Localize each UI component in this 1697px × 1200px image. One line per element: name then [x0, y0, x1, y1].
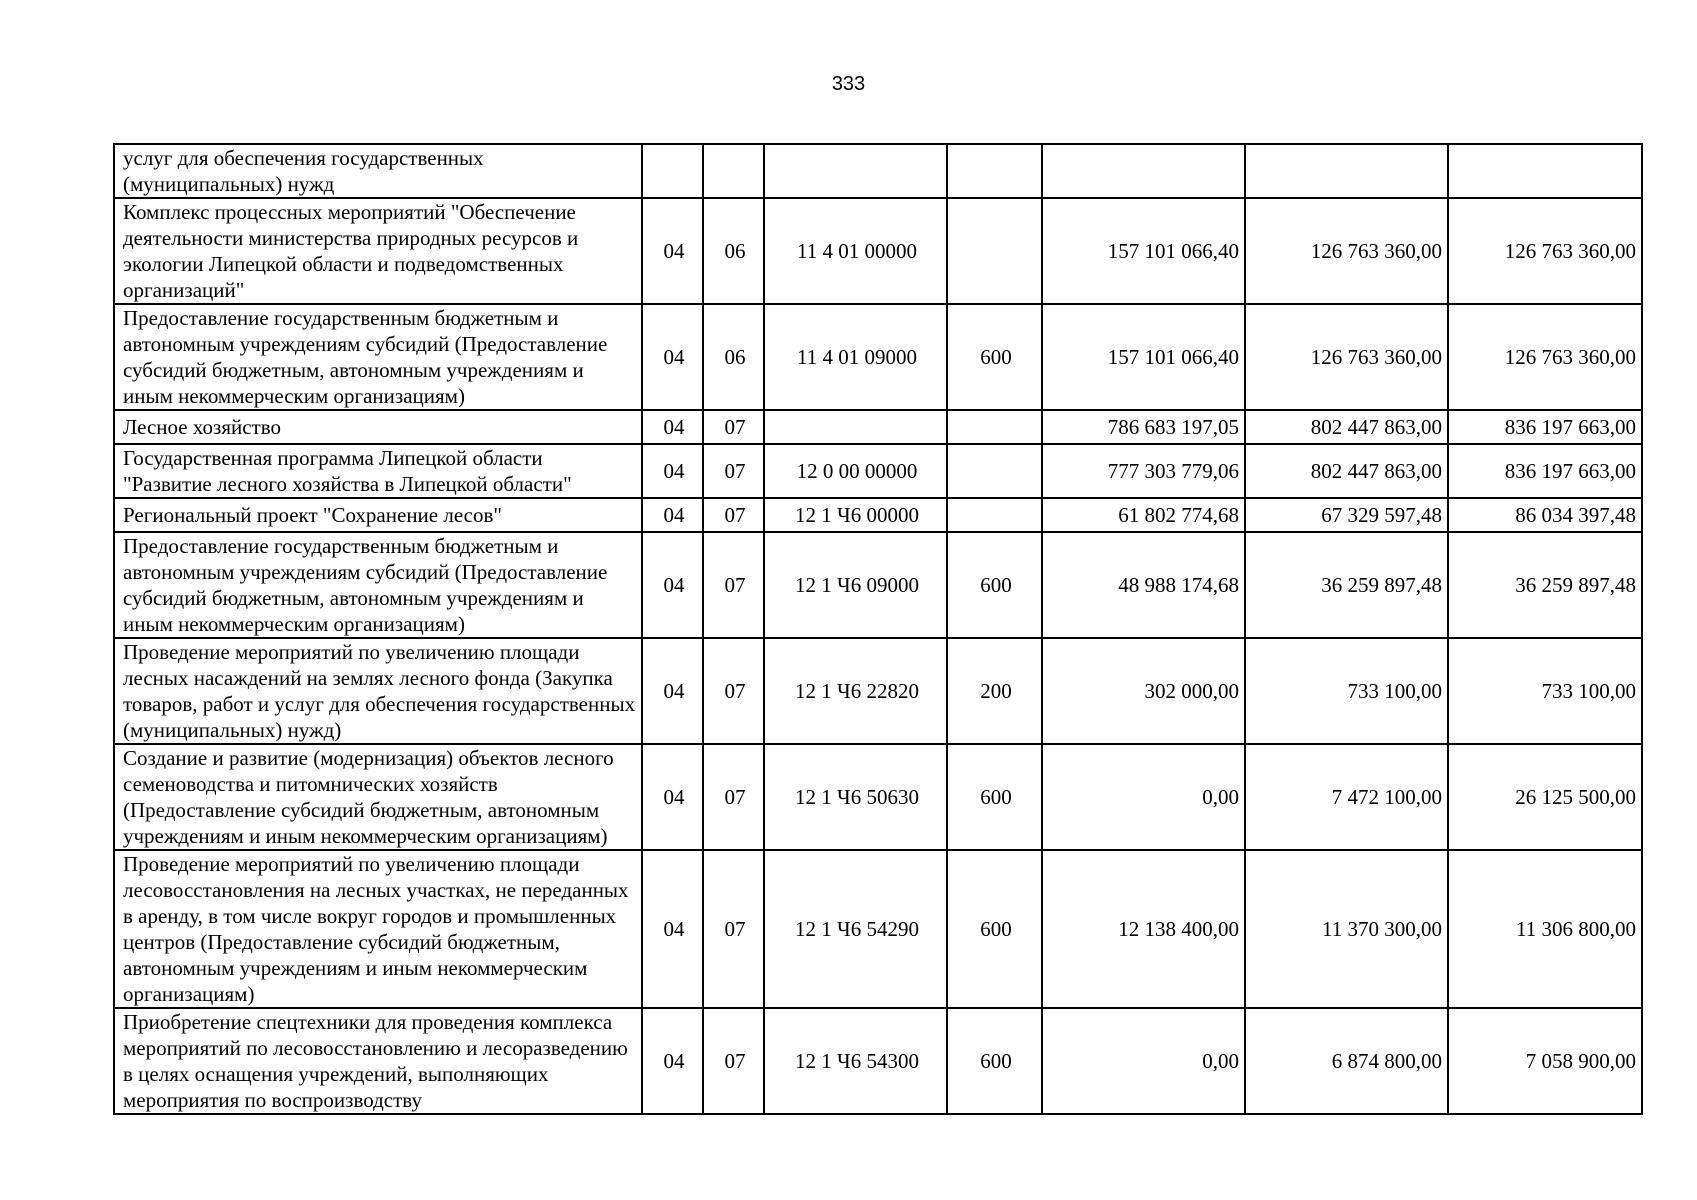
row-sum-year1-cell: 786 683 197,05 — [1042, 410, 1245, 444]
row-subsection-cell: 07 — [703, 444, 764, 498]
row-expense-type-cell: 600 — [947, 744, 1042, 850]
row-name-cell: Государственная программа Липецкой области "Развитие лесного хозяйства в Липецкой области" — [114, 444, 642, 498]
row-sum-year3-cell: 36 259 897,48 — [1448, 532, 1642, 638]
row-target-article-cell: 12 1 Ч6 54300 — [764, 1008, 947, 1114]
row-name-cell: Предоставление государственным бюджетным и автономным учреждениям субсидий (Предоставление субсидий бюджетным, автономным учреждениям и иным некоммерческим организациям) — [114, 304, 642, 410]
row-section-cell: 04 — [642, 744, 703, 850]
row-name-cell: Предоставление государственным бюджетным и автономным учреждениям субсидий (Предоставление субсидий бюджетным, автономным учреждениям и иным некоммерческим организациям) — [114, 532, 642, 638]
row-sum-year2-cell: 7 472 100,00 — [1245, 744, 1448, 850]
row-sum-year3-cell: 86 034 397,48 — [1448, 498, 1642, 532]
row-expense-type-cell: 600 — [947, 304, 1042, 410]
row-target-article-cell: 12 0 00 00000 — [764, 444, 947, 498]
row-sum-year1-cell: 157 101 066,40 — [1042, 304, 1245, 410]
row-expense-type-cell — [947, 498, 1042, 532]
row-section-cell: 04 — [642, 410, 703, 444]
row-sum-year2-cell: 126 763 360,00 — [1245, 198, 1448, 304]
row-subsection-cell: 07 — [703, 532, 764, 638]
table-row — [114, 638, 1642, 744]
row-expense-type-cell: 200 — [947, 638, 1042, 744]
row-section-cell: 04 — [642, 444, 703, 498]
row-sum-year2-cell: 11 370 300,00 — [1245, 850, 1448, 1008]
row-subsection-cell: 06 — [703, 198, 764, 304]
row-sum-year3-cell: 836 197 663,00 — [1448, 444, 1642, 498]
row-expense-type-cell — [947, 444, 1042, 498]
row-sum-year1-cell: 0,00 — [1042, 744, 1245, 850]
table-row — [114, 304, 1642, 410]
row-name-cell: Комплекс процессных мероприятий "Обеспечение деятельности министерства природных ресурсов и экологии Липецкой области и подведомственных организаций" — [114, 198, 642, 304]
row-target-article-cell: 12 1 Ч6 00000 — [764, 498, 947, 532]
row-target-article-cell — [764, 144, 947, 198]
row-sum-year1-cell: 48 988 174,68 — [1042, 532, 1245, 638]
row-sum-year2-cell: 36 259 897,48 — [1245, 532, 1448, 638]
row-sum-year2-cell: 6 874 800,00 — [1245, 1008, 1448, 1114]
row-target-article-cell: 12 1 Ч6 09000 — [764, 532, 947, 638]
row-sum-year1-cell: 0,00 — [1042, 1008, 1245, 1114]
row-expense-type-cell: 600 — [947, 850, 1042, 1008]
row-expense-type-cell — [947, 144, 1042, 198]
row-section-cell: 04 — [642, 1008, 703, 1114]
row-sum-year3-cell: 126 763 360,00 — [1448, 304, 1642, 410]
row-subsection-cell: 07 — [703, 744, 764, 850]
row-sum-year2-cell: 67 329 597,48 — [1245, 498, 1448, 532]
row-target-article-cell: 12 1 Ч6 22820 — [764, 638, 947, 744]
row-sum-year2-cell: 802 447 863,00 — [1245, 444, 1448, 498]
row-section-cell: 04 — [642, 198, 703, 304]
row-expense-type-cell — [947, 198, 1042, 304]
row-subsection-cell: 07 — [703, 1008, 764, 1114]
page-number: 333 — [831, 73, 866, 95]
row-name-cell: услуг для обеспечения государственных (муниципальных) нужд — [114, 144, 642, 198]
row-name-cell: Проведение мероприятий по увеличению площади лесовосстановления на лесных участках, не переданных в аренду, в том числе вокруг городов и промышленных центров (Предоставление субсидий бюджетным, автономным учреждениям и иным некоммерческим организациям) — [114, 850, 642, 1008]
row-target-article-cell: 12 1 Ч6 50630 — [764, 744, 947, 850]
row-subsection-cell: 07 — [703, 410, 764, 444]
row-sum-year3-cell: 836 197 663,00 — [1448, 410, 1642, 444]
row-expense-type-cell: 600 — [947, 532, 1042, 638]
row-sum-year1-cell: 12 138 400,00 — [1042, 850, 1245, 1008]
row-target-article-cell: 11 4 01 09000 — [764, 304, 947, 410]
row-sum-year1-cell: 302 000,00 — [1042, 638, 1245, 744]
row-sum-year2-cell: 126 763 360,00 — [1245, 304, 1448, 410]
table-row — [114, 498, 1642, 532]
row-sum-year1-cell: 61 802 774,68 — [1042, 498, 1245, 532]
row-sum-year3-cell: 7 058 900,00 — [1448, 1008, 1642, 1114]
row-name-cell: Проведение мероприятий по увеличению площади лесных насаждений на землях лесного фонда (Закупка товаров, работ и услуг для обеспечения государственных (муниципальных) нужд) — [114, 638, 642, 744]
row-expense-type-cell: 600 — [947, 1008, 1042, 1114]
row-target-article-cell — [764, 410, 947, 444]
row-sum-year3-cell: 126 763 360,00 — [1448, 198, 1642, 304]
row-sum-year1-cell: 777 303 779,06 — [1042, 444, 1245, 498]
row-name-cell: Создание и развитие (модернизация) объектов лесного семеноводства и питомнических хозяйств (Предоставление субсидий бюджетным, автономным учреждениям и иным некоммерческим организациям) — [114, 744, 642, 850]
row-expense-type-cell — [947, 410, 1042, 444]
row-sum-year3-cell: 26 125 500,00 — [1448, 744, 1642, 850]
table-row — [114, 144, 1642, 198]
row-subsection-cell: 07 — [703, 850, 764, 1008]
row-sum-year3-cell — [1448, 144, 1642, 198]
table-row — [114, 850, 1642, 1008]
table-row — [114, 410, 1642, 444]
row-sum-year3-cell: 733 100,00 — [1448, 638, 1642, 744]
row-name-cell: Региональный проект "Сохранение лесов" — [114, 498, 642, 532]
row-sum-year1-cell: 157 101 066,40 — [1042, 198, 1245, 304]
row-subsection-cell — [703, 144, 764, 198]
table-row — [114, 744, 1642, 850]
row-section-cell: 04 — [642, 638, 703, 744]
row-sum-year3-cell: 11 306 800,00 — [1448, 850, 1642, 1008]
row-sum-year2-cell: 802 447 863,00 — [1245, 410, 1448, 444]
row-name-cell: Приобретение спецтехники для проведения комплекса мероприятий по лесовосстановлению и лесоразведению в целях оснащения учреждений, выполняющих мероприятия по воспроизводству — [114, 1008, 642, 1114]
row-section-cell: 04 — [642, 532, 703, 638]
row-subsection-cell: 07 — [703, 638, 764, 744]
row-section-cell: 04 — [642, 498, 703, 532]
table-row — [114, 532, 1642, 638]
row-section-cell — [642, 144, 703, 198]
table-body — [114, 144, 1642, 1114]
row-sum-year2-cell — [1245, 144, 1448, 198]
row-section-cell: 04 — [642, 304, 703, 410]
row-target-article-cell: 11 4 01 00000 — [764, 198, 947, 304]
row-name-cell: Лесное хозяйство — [114, 410, 642, 444]
table-row — [114, 198, 1642, 304]
budget-table — [113, 143, 1643, 1115]
row-target-article-cell: 12 1 Ч6 54290 — [764, 850, 947, 1008]
row-subsection-cell: 07 — [703, 498, 764, 532]
table-row — [114, 444, 1642, 498]
table-row — [114, 1008, 1642, 1114]
row-sum-year2-cell: 733 100,00 — [1245, 638, 1448, 744]
row-sum-year1-cell — [1042, 144, 1245, 198]
row-section-cell: 04 — [642, 850, 703, 1008]
row-subsection-cell: 06 — [703, 304, 764, 410]
